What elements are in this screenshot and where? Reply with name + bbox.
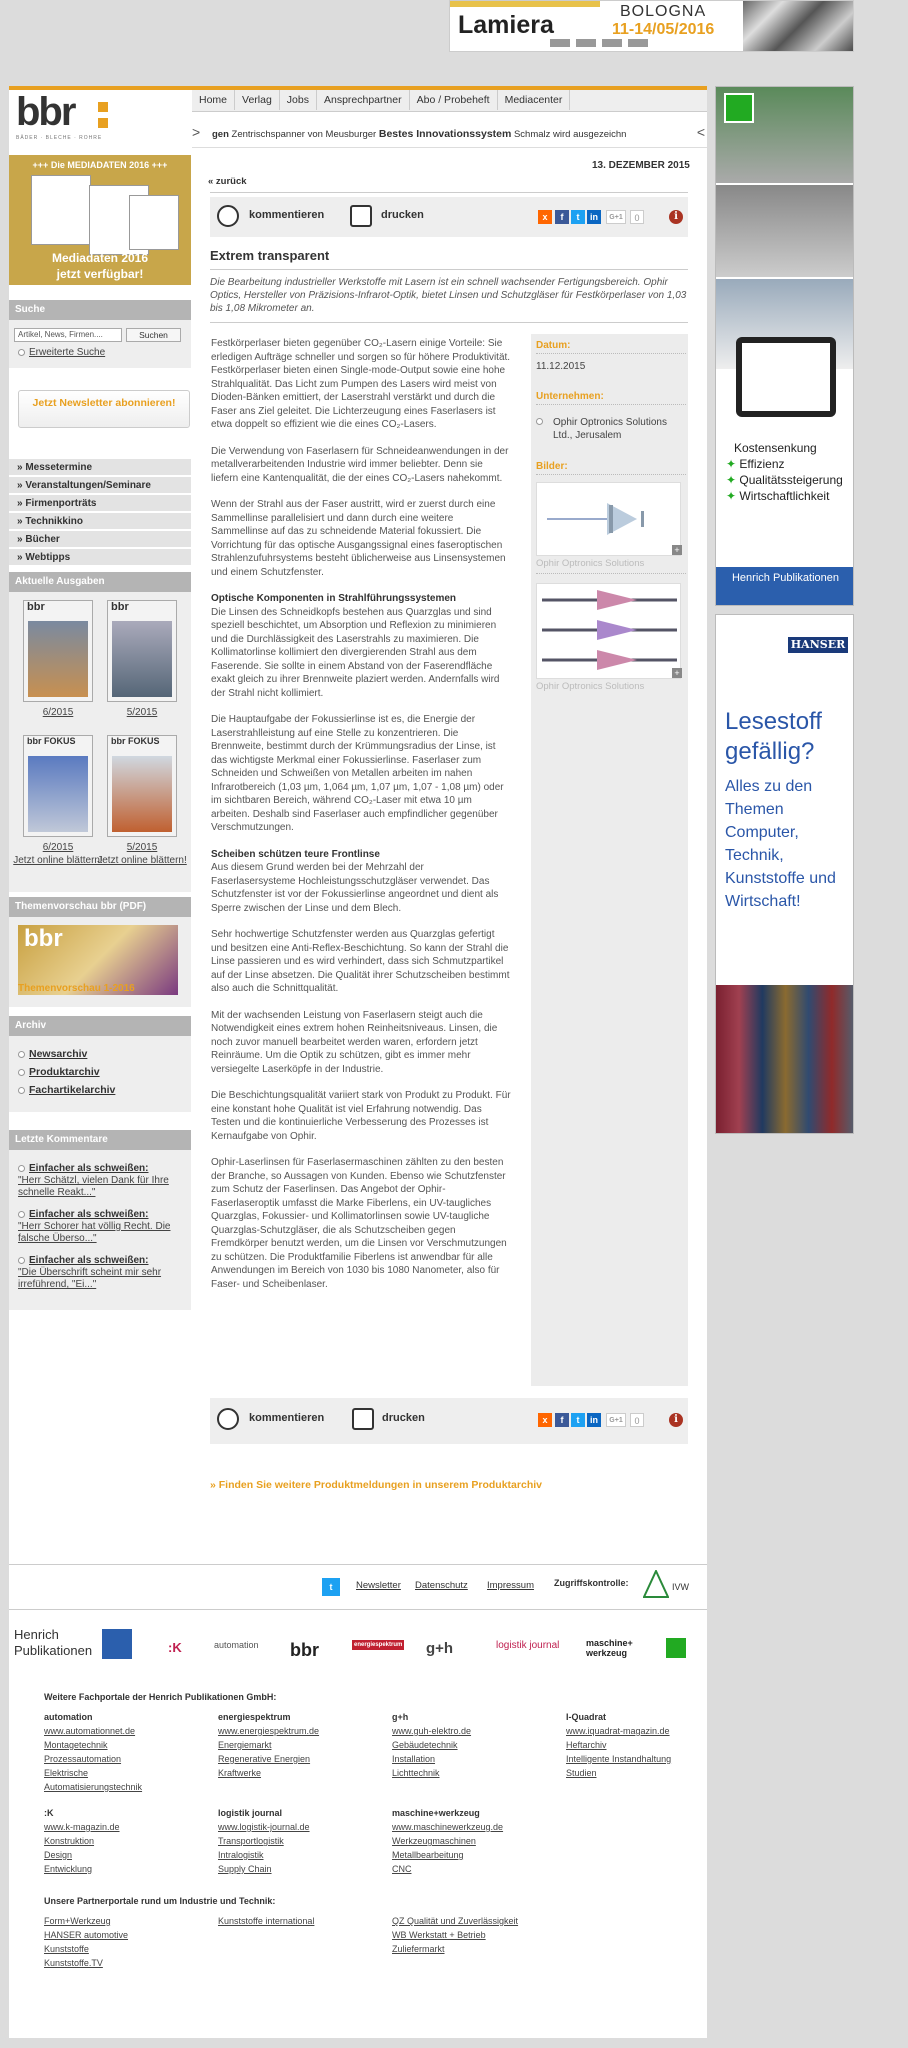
ad-stripe bbox=[450, 1, 600, 7]
footer-link-datenschutz[interactable]: Datenschutz bbox=[415, 1580, 468, 1591]
comments-heading: Letzte Kommentare bbox=[9, 1130, 191, 1150]
issue-label[interactable]: 5/2015 bbox=[126, 842, 158, 853]
info-icon[interactable]: i bbox=[669, 1413, 683, 1427]
ticker-next-icon[interactable]: < bbox=[696, 124, 705, 140]
xing-icon[interactable]: x bbox=[538, 210, 552, 224]
paragraph: Wenn der Strahl aus der Faser austritt, wird er zuerst durch eine Sammellinse parallelisiert und dann durch eine weitere Sammellinse auf das zu schneidende Material fokussiert. Die Vorrichtung für das optische Ausgangssignal eines faseroptischen Strahlenzufuhrsystems besteht üblicherweise aus Linsensystemen und einem Schutzfenster. bbox=[211, 499, 506, 578]
footer-link-newsletter[interactable]: Newsletter bbox=[356, 1580, 401, 1591]
logo-energiespektrum[interactable]: energiespektrum bbox=[354, 1642, 403, 1648]
site-logo[interactable] bbox=[12, 92, 192, 148]
divider bbox=[536, 404, 686, 405]
comment-icon[interactable] bbox=[217, 1408, 239, 1430]
logo-square bbox=[98, 118, 108, 128]
portal-name: I-Quadrat bbox=[566, 1712, 607, 1722]
ticker-text[interactable]: gen Zentrischspanner von Meusburger Bestes Innovationssystem Schmalz wird ausgezeichn bbox=[212, 128, 627, 140]
archive-heading: Archiv bbox=[9, 1016, 191, 1036]
logo-gh[interactable]: g+h bbox=[426, 1640, 454, 1657]
logo-logistik-journal[interactable]: logistik journal bbox=[496, 1640, 560, 1651]
preview-label: Themenvorschau 1-2016 bbox=[18, 983, 135, 994]
portal-link[interactable]: Kraftwerke bbox=[218, 1768, 262, 1778]
ad-sponsor-logos bbox=[550, 39, 740, 49]
logo-square bbox=[98, 102, 108, 112]
portal-links bbox=[566, 1724, 671, 1780]
ad-photo bbox=[716, 185, 854, 277]
ad-line: Kostensenkung bbox=[734, 441, 817, 455]
portal-link[interactable]: Studien bbox=[566, 1768, 597, 1778]
comment-link[interactable]: kommentieren bbox=[249, 1412, 325, 1424]
portal-link[interactable]: Intralogistik bbox=[218, 1850, 264, 1860]
bullet-icon bbox=[18, 1165, 25, 1172]
portal-link[interactable]: www.maschinewerkzeug.de bbox=[392, 1822, 504, 1832]
portal-links bbox=[218, 1820, 310, 1876]
portal-name: g+h bbox=[392, 1712, 409, 1722]
paragraph: Ophir-Laserlinsen für Faserlasermaschinen zählten zu den besten der Branche, so Aussagen von Kunden. Ebenso wie Schutzfenster zum Schutz der Faserlinsen. Das Angebot der Ophir-Faserlaseroptik umfasst die Marke Fiberlens, ein UV-taugliches Quarzglas, Fokussier- und Kollimatorlinsen sowie UV-taugliche Quarzglas-Schutzgläser, die als Schutzscheiben gegen Fremdkörper benutzt werden, um die Linsen vor Verschmutzungen zu schützen. Die Produktfamilie Fiberlens ist anwendbar für alle Anwendungen im Bereich von 1030 bis 1080 Nanometer, also für Faser- und Scheibenlaser. bbox=[211, 1157, 507, 1290]
nav-abo[interactable]: Abo / Probeheft bbox=[410, 90, 498, 110]
image-caption: Ophir Optronics Solutions bbox=[536, 681, 645, 692]
partner-links bbox=[44, 1914, 128, 1970]
portal-link[interactable]: Transportlogistik bbox=[218, 1836, 284, 1846]
nav-home[interactable]: Home bbox=[192, 90, 235, 110]
sidebar-item-firmenportraets[interactable]: » Firmenporträts bbox=[9, 495, 191, 512]
issue-online-link[interactable]: Jetzt online blättern! bbox=[13, 855, 103, 866]
nav-ansprechpartner[interactable]: Ansprechpartner bbox=[317, 90, 410, 110]
sidebar-item-technikkino[interactable]: » Technikkino bbox=[9, 513, 191, 530]
divider bbox=[210, 192, 688, 193]
portal-links bbox=[218, 1724, 319, 1780]
footer-link-impressum[interactable]: Impressum bbox=[487, 1580, 534, 1591]
partner-links bbox=[392, 1914, 532, 1956]
divider bbox=[210, 269, 688, 270]
comment-icon[interactable] bbox=[217, 205, 239, 227]
sidebar-item-buecher[interactable]: » Bücher bbox=[9, 531, 191, 548]
article-body bbox=[211, 337, 511, 1304]
ivw-label: IVW bbox=[672, 1582, 689, 1592]
ivw-logo bbox=[643, 1570, 669, 1598]
portal-link[interactable]: Elektrische Automatisierungstechnik bbox=[44, 1768, 143, 1792]
ad-city: BOLOGNA bbox=[620, 3, 707, 20]
portal-name: automation bbox=[44, 1712, 93, 1722]
issue-cover[interactable]: bbr bbox=[107, 600, 177, 702]
comment-item[interactable]: Einfacher als schweißen: "Die Überschrift scheint mir sehr irreführend, "Ei..." bbox=[18, 1255, 162, 1290]
portal-name: logistik journal bbox=[218, 1808, 283, 1818]
logo-iquadrat-icon[interactable] bbox=[666, 1638, 686, 1658]
archive-link-articles[interactable]: Fachartikelarchiv bbox=[18, 1084, 115, 1096]
preview-banner[interactable] bbox=[18, 925, 178, 995]
print-icon[interactable] bbox=[352, 1408, 374, 1430]
facebook-icon[interactable]: f bbox=[555, 210, 569, 224]
sidebar-item-webtipps[interactable]: » Webtipps bbox=[9, 549, 191, 566]
product-archive-link[interactable]: » Finden Sie weitere Produktmeldungen in unserem Produktarchiv bbox=[210, 1479, 542, 1491]
portal-link[interactable]: Montagetechnik bbox=[44, 1740, 108, 1750]
divider bbox=[536, 573, 686, 574]
paragraph: Mit der wachsenden Leistung von Faserlasern steigt auch die Notwendigkeit eines extrem hohen Reinheitsniveaus. Linsen, die noch zuvor manuell bearbeitet werden waren, erfordern jetzt Reinräume. Um die Optik zu schützen, gibt es immer mehr versiegelte Laserköpfe in der Industrie. bbox=[211, 1009, 498, 1075]
ad-line: ✦ Wirtschaftlichkeit bbox=[726, 489, 830, 503]
subheading: Optische Komponenten in Strahlführungssystemen bbox=[211, 593, 457, 604]
media-book-image bbox=[31, 175, 91, 245]
issue-label[interactable]: 6/2015 bbox=[42, 707, 74, 718]
portal-name: maschine+werkzeug bbox=[392, 1808, 480, 1818]
portal-link[interactable]: Werkzeugmaschinen bbox=[392, 1836, 476, 1846]
gplus-icon[interactable]: G+1 bbox=[606, 1413, 626, 1427]
bullet-icon bbox=[18, 1211, 25, 1218]
twitter-icon[interactable]: t bbox=[571, 1413, 585, 1427]
henrich-ad[interactable] bbox=[715, 86, 854, 606]
twitter-icon[interactable]: t bbox=[571, 210, 585, 224]
ad-hanser-logo: HANSER bbox=[788, 637, 848, 653]
portal-link[interactable]: Heftarchiv bbox=[566, 1740, 607, 1750]
search-input[interactable]: Artikel, News, Firmen.... bbox=[14, 328, 122, 342]
ad-line: ✦ Qualitätssteigerung bbox=[726, 473, 843, 487]
ad-tablet-screen bbox=[742, 343, 830, 411]
company-link[interactable]: Ophir Optronics Solutions Ltd., Jerusalem bbox=[536, 416, 686, 442]
access-control-label: Zugriffskontrolle: bbox=[554, 1578, 629, 1588]
portal-links bbox=[44, 1820, 120, 1876]
advanced-search-link[interactable]: Erweiterte Suche bbox=[18, 347, 105, 358]
ad-pipes-image bbox=[743, 1, 853, 52]
ad-tablet-image bbox=[736, 337, 836, 417]
portal-link[interactable]: Intelligente Instandhaltung bbox=[566, 1754, 672, 1764]
ad-books-image bbox=[716, 985, 854, 1134]
lens-diagram-image bbox=[537, 483, 680, 555]
preview-logo: bbr bbox=[24, 925, 63, 952]
search-heading: Suche bbox=[9, 300, 191, 320]
ticker-prev-icon[interactable]: > bbox=[192, 124, 201, 140]
bullet-icon bbox=[536, 418, 543, 425]
archive-link-news[interactable]: Newsarchiv bbox=[18, 1048, 87, 1060]
article-date: 13. DEZEMBER 2015 bbox=[592, 160, 690, 171]
partner-link[interactable]: Kunststoffe international bbox=[218, 1916, 315, 1926]
archive-link-products[interactable]: Produktarchiv bbox=[18, 1066, 100, 1078]
mediadaten-banner[interactable] bbox=[9, 155, 191, 285]
logo-bbr[interactable]: bbr bbox=[290, 1640, 319, 1660]
gplus-count: 0 bbox=[630, 1413, 644, 1427]
logo-maschine-werkzeug[interactable]: maschine+ werkzeug bbox=[586, 1638, 633, 1658]
media-book-image bbox=[129, 195, 179, 250]
zoom-icon[interactable]: + bbox=[672, 668, 682, 678]
top-banner-ad[interactable] bbox=[449, 0, 854, 52]
article-image[interactable] bbox=[536, 482, 681, 556]
paragraph: Festkörperlaser bieten gegenüber CO₂-Lasern einige Vorteile: Sie erledigen Aufträge schneller und sorgen so für höhere Produktivität. Festkörperlaser bieten einen Single-mode-Output sowie eine hohe Strahlqualität. Das Licht zum Pumpen des Lasers wird meist von Dioden-Bänken emittiert, der Laserstrahl verstärkt und durch die Faser ans Ziel geleitet. Die Lichterzeugung eines Faserlasers ist etwa doppelt so effizient wie die eines CO₂-Lasers. bbox=[211, 338, 511, 430]
portal-link[interactable]: Energiemarkt bbox=[218, 1740, 272, 1750]
portal-link[interactable]: Design bbox=[44, 1850, 73, 1860]
partner-link[interactable]: HANSER automotive bbox=[44, 1930, 129, 1940]
portal-link[interactable]: CNC bbox=[392, 1864, 412, 1874]
partner-link[interactable]: Form+Werkzeug bbox=[44, 1916, 111, 1926]
divider bbox=[536, 353, 686, 354]
facebook-icon[interactable]: f bbox=[555, 1413, 569, 1427]
twitter-icon[interactable]: t bbox=[322, 1578, 340, 1596]
bullet-icon bbox=[18, 1051, 25, 1058]
news-ticker bbox=[192, 118, 707, 148]
partner-link[interactable]: Kunststoffe.TV bbox=[44, 1958, 103, 1968]
issue-cover[interactable]: bbr FOKUS bbox=[107, 735, 177, 837]
main-nav bbox=[192, 90, 707, 112]
newsletter-button[interactable]: Jetzt Newsletter abonnieren! bbox=[18, 390, 190, 428]
logo-automation[interactable]: automation bbox=[214, 1640, 259, 1650]
issues-heading: Aktuelle Ausgaben bbox=[9, 572, 191, 592]
bullet-icon bbox=[18, 1069, 25, 1076]
portals-heading: Weitere Fachportale der Henrich Publikationen GmbH: bbox=[44, 1692, 277, 1702]
logo-subtitle: BÄDER · BLECHE · ROHRE bbox=[16, 135, 103, 141]
portal-link[interactable]: www.iquadrat-magazin.de bbox=[566, 1726, 670, 1736]
ad-henrich-logo: Henrich Publikationen bbox=[716, 567, 854, 606]
comment-item[interactable]: Einfacher als schweißen: "Herr Schorer hat völlig Recht. Die falsche Überso..." bbox=[18, 1209, 171, 1244]
ad-body: Alles zu den Themen Computer, Technik, Kunststoffe und Wirtschaft! bbox=[725, 778, 836, 910]
portal-link[interactable]: Prozessautomation bbox=[44, 1754, 122, 1764]
divider bbox=[210, 322, 688, 323]
partner-link[interactable]: QZ Qualität und Zuverlässigkeit bbox=[392, 1916, 519, 1926]
portal-link[interactable]: Konstruktion bbox=[44, 1836, 95, 1846]
portal-link[interactable]: Supply Chain bbox=[218, 1864, 272, 1874]
image-caption: Ophir Optronics Solutions bbox=[536, 558, 645, 569]
paragraph: Die Verwendung von Faserlasern für Schneideanwendungen in der metallverarbeitenden Industrie wird immer beliebter. Denn sie liefern eine Kantenqualität, die der eines CO₂-Lasers nahekommt. bbox=[211, 445, 509, 484]
gplus-count: 0 bbox=[630, 210, 644, 224]
portal-link[interactable]: www.guh-elektro.de bbox=[392, 1726, 472, 1736]
date-value: 11.12.2015 bbox=[536, 361, 586, 372]
portal-name: :K bbox=[44, 1808, 54, 1818]
print-icon[interactable] bbox=[350, 205, 372, 227]
nav-verlag[interactable]: Verlag bbox=[235, 90, 280, 110]
mediadaten-head: +++ Die MEDIADATEN 2016 +++ bbox=[32, 160, 168, 170]
nav-mediacenter[interactable]: Mediacenter bbox=[498, 90, 571, 110]
sidebar-item-messetermine[interactable]: » Messetermine bbox=[9, 459, 191, 476]
portal-links bbox=[392, 1724, 471, 1780]
article-lead: Die Bearbeitung industrieller Werkstoffe mit Lasern ist ein schnell wachsender Fertigungsbereich. Ophir Optics, Hersteller von Präzisions-Infrarot-Optik, bietet Linsen und Schutzgläser für Festkörperlaser von 1,03 bis 1,08 Mikrometer an. bbox=[210, 277, 687, 314]
portal-link[interactable]: Gebäudetechnik bbox=[392, 1740, 458, 1750]
portal-link[interactable]: www.logistik-journal.de bbox=[218, 1822, 310, 1832]
ad-logo-icon bbox=[724, 93, 754, 123]
paragraph: Die Linsen des Schneidkopfs bestehen aus Quarzglas und sind speziell beschichtet, um Absorption und Reflexion zu minimieren und die Durchlässigkeit des Laserstrahls zu maximieren. Die Kollimatorlinse kollimiert den divergierenden Strahl aus dem Faserende. Sie sollte in einem Abstand von der Faserendfläche exakt gleich zu ihrer Brennweite plaziert werden. Andernfalls wird der Strahl nicht kollimiert. bbox=[211, 606, 500, 699]
bullet-icon bbox=[18, 349, 25, 356]
portal-link[interactable]: www.automationnet.de bbox=[44, 1726, 136, 1736]
hanser-ad[interactable] bbox=[715, 614, 854, 1134]
divider bbox=[536, 474, 686, 475]
company-label: Unternehmen: bbox=[536, 391, 604, 402]
issue-cover[interactable]: bbr FOKUS bbox=[23, 735, 93, 837]
laser-setup-image bbox=[537, 584, 680, 678]
issue-online-link[interactable]: Jetzt online blättern! bbox=[97, 855, 187, 866]
issue-label[interactable]: 6/2015 bbox=[42, 842, 74, 853]
portal-link[interactable]: Regenerative Energien bbox=[218, 1754, 311, 1764]
ad-brand: Lamiera bbox=[458, 11, 554, 39]
xing-icon[interactable]: x bbox=[538, 1413, 552, 1427]
portal-link[interactable]: Installation bbox=[392, 1754, 436, 1764]
paragraph: Die Beschichtungsqualität variiert stark von Produkt zu Produkt. Für eine konstant hohe Qualität ist viel Erfahrung notwendig. Das Testen und die kontinuierliche Verbesserung des Prozesses ist Kernaufgabe von Ophir. bbox=[211, 1090, 511, 1142]
partners-heading: Unsere Partnerportale rund um Industrie und Technik: bbox=[44, 1896, 276, 1906]
gplus-icon[interactable]: G+1 bbox=[606, 210, 626, 224]
issue-cover[interactable]: bbr bbox=[23, 600, 93, 702]
issue-label[interactable]: 5/2015 bbox=[126, 707, 158, 718]
ad-dates: 11-14/05/2016 bbox=[612, 21, 715, 38]
images-label: Bilder: bbox=[536, 461, 568, 472]
comment-item[interactable]: Einfacher als schweißen: "Herr Schätzl, vielen Dank für Ihre schnelle Reakt..." bbox=[18, 1163, 169, 1198]
article-title: Extrem transparent bbox=[210, 248, 330, 263]
publisher-name: Henrich Publikationen bbox=[14, 1627, 93, 1658]
portal-links bbox=[392, 1820, 503, 1876]
paragraph: Die Hauptaufgabe der Fokussierlinse ist es, die Energie der Laserstrahlleistung auf eine Stelle zu konzentrieren. Die Brennweite, bestimmt durch der Krümmungsradius der Linse, ist das wichtigste Merkmal einer Fokussierlinse. Faserlaser zum Schneiden und Schweißen von Metallen arbeiten im nahen Infrarotbereich (1,03 µm, 1,064 µm, 1,07 µm, 1,07 - 1,08 µm) oder im sichtbaren Bereich, während CO₂-Laser mit etwa 10 µm arbeiten. Deshalb sind Faserlaser auch empfindlicher gegenüber Verschmutzungen. bbox=[211, 714, 504, 833]
preview-heading: Themenvorschau bbr (PDF) bbox=[9, 897, 191, 917]
comment-link[interactable]: kommentieren bbox=[249, 209, 325, 221]
partner-link[interactable]: WB Werkstatt + Betrieb bbox=[392, 1930, 486, 1940]
partner-link[interactable]: Zuliefermarkt bbox=[392, 1944, 445, 1954]
portal-link[interactable]: Lichttechnik bbox=[392, 1768, 440, 1778]
back-link[interactable]: « zurück bbox=[208, 176, 247, 187]
portal-link[interactable]: www.energiespektrum.de bbox=[218, 1726, 320, 1736]
subheading: Scheiben schützen teure Frontlinse bbox=[211, 848, 380, 860]
zoom-icon[interactable]: + bbox=[672, 545, 682, 555]
linkedin-icon[interactable]: in bbox=[587, 1413, 601, 1427]
mediadaten-line2: jetzt verfügbar! bbox=[56, 267, 144, 281]
portal-link[interactable]: Metallbearbeitung bbox=[392, 1850, 464, 1860]
ad-headline: Lesestoff gefällig? bbox=[725, 708, 822, 765]
partner-link[interactable]: Kunststoffe bbox=[44, 1944, 89, 1954]
logo-text: bbr bbox=[16, 90, 75, 134]
bullet-icon bbox=[18, 1087, 25, 1094]
print-link[interactable]: drucken bbox=[381, 209, 424, 221]
article-image[interactable] bbox=[536, 583, 681, 679]
print-link[interactable]: drucken bbox=[382, 1412, 425, 1424]
ad-photo bbox=[716, 87, 854, 183]
henrich-footer-logo[interactable] bbox=[14, 1627, 134, 1667]
ad-line: ✦ Effizienz bbox=[726, 457, 785, 471]
nav-jobs[interactable]: Jobs bbox=[280, 90, 317, 110]
date-label: Datum: bbox=[536, 340, 571, 351]
portal-name: energiespektrum bbox=[218, 1712, 291, 1722]
paragraph: Sehr hochwertige Schutzfenster werden aus Quarzglas gefertigt und besitzen eine Anti-Reflex-Beschichtung. So kann der Strahl die Linse passieren und es wird verhindert, dass sich Schmutzpartikel auf der Linse absetzen. Die Qualität ihrer Schutzscheiben bestimmt also auch die Schnittqualität. bbox=[211, 929, 510, 994]
search-button[interactable]: Suchen bbox=[126, 328, 181, 342]
linkedin-icon[interactable]: in bbox=[587, 210, 601, 224]
partner-links bbox=[218, 1914, 314, 1928]
mediadaten-line1: Mediadaten 2016 bbox=[51, 251, 149, 265]
sidebar-item-veranstaltungen[interactable]: » Veranstaltungen/Seminare bbox=[9, 477, 191, 494]
logo-k[interactable]: :K bbox=[168, 1640, 182, 1655]
bullet-icon bbox=[18, 1257, 25, 1264]
publisher-logo-icon bbox=[102, 1629, 132, 1659]
paragraph: Aus diesem Grund werden bei der Mehrzahl der Faserlasersysteme Hochleistungsschutzgläser verwendet. Das Schutzfenster ist vor der Fokussierlinse angeordnet und dient als Sperre zwischen der Linse und dem Blech. bbox=[211, 862, 499, 914]
portal-link[interactable]: www.k-magazin.de bbox=[44, 1822, 120, 1832]
info-icon[interactable]: i bbox=[669, 210, 683, 224]
portal-links bbox=[44, 1724, 204, 1794]
portal-link[interactable]: Entwicklung bbox=[44, 1864, 93, 1874]
